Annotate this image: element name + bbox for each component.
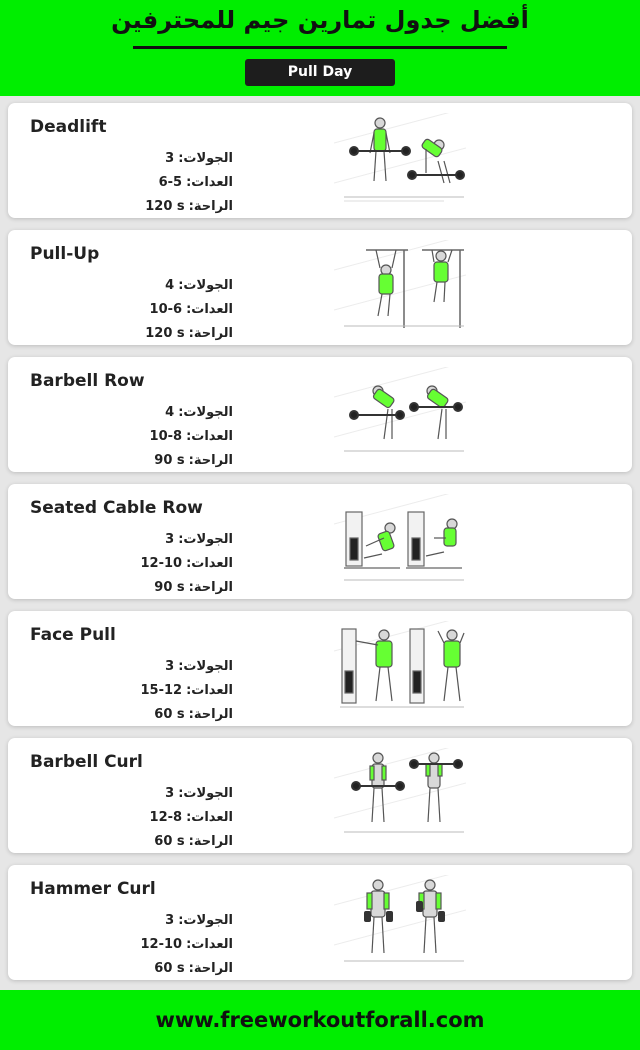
sets-value: 3 (165, 913, 175, 928)
reps-row (8, 552, 233, 576)
rest-row (8, 576, 233, 600)
exercise-card (8, 357, 632, 472)
sets-label: الجولات: (178, 786, 233, 801)
face-pull-illustration (334, 621, 466, 717)
exercise-stats (8, 274, 233, 346)
sets-row (8, 655, 233, 679)
rest-label: الراحة: (188, 326, 233, 341)
rest-value: 60 s (154, 707, 185, 722)
reps-row (8, 806, 233, 830)
sets-row (8, 147, 233, 171)
exercise-card (8, 103, 632, 218)
sets-label: الجولات: (178, 913, 233, 928)
rest-label: الراحة: (188, 961, 233, 976)
exercise-stats (8, 147, 233, 219)
reps-label: العدات: (186, 810, 233, 825)
reps-value: 15-12 (140, 683, 183, 698)
sets-value: 4 (165, 278, 175, 293)
reps-value: 6-5 (158, 175, 183, 190)
rest-value: 60 s (154, 834, 185, 849)
reps-row (8, 679, 233, 703)
exercise-name: Deadlift (30, 117, 107, 137)
day-badge: Pull Day (245, 59, 395, 86)
rest-label: الراحة: (188, 707, 233, 722)
reps-label: العدات: (186, 556, 233, 571)
exercise-stats (8, 782, 233, 854)
sets-row (8, 909, 233, 933)
seated-cable-row-illustration (334, 494, 466, 590)
footer-url[interactable]: www.freeworkoutforall.com (0, 990, 640, 1050)
reps-value: 10-6 (149, 302, 183, 317)
hammer-curl-illustration (334, 875, 466, 971)
sets-row (8, 274, 233, 298)
exercise-card (8, 738, 632, 853)
reps-label: العدات: (186, 429, 233, 444)
rest-label: الراحة: (188, 453, 233, 468)
exercise-card (8, 230, 632, 345)
reps-label: العدات: (186, 302, 233, 317)
sets-label: الجولات: (178, 659, 233, 674)
exercise-card (8, 865, 632, 980)
exercise-name: Barbell Row (30, 371, 145, 391)
reps-value: 12-10 (140, 937, 183, 952)
sets-row (8, 401, 233, 425)
exercise-stats (8, 528, 233, 600)
reps-value: 12-10 (140, 556, 183, 571)
barbell-row-illustration (334, 367, 466, 463)
barbell-curl-illustration (334, 748, 466, 844)
reps-row (8, 171, 233, 195)
rest-label: الراحة: (188, 834, 233, 849)
reps-value: 10-8 (149, 429, 183, 444)
rest-row (8, 449, 233, 473)
title-underline (133, 46, 507, 49)
reps-label: العدات: (186, 937, 233, 952)
sets-value: 4 (165, 405, 175, 420)
rest-row (8, 195, 233, 219)
exercise-stats (8, 401, 233, 473)
sets-row (8, 528, 233, 552)
rest-label: الراحة: (188, 199, 233, 214)
exercise-card (8, 484, 632, 599)
sets-value: 3 (165, 151, 175, 166)
deadlift-illustration (334, 113, 466, 209)
rest-row (8, 322, 233, 346)
sets-label: الجولات: (178, 278, 233, 293)
sets-label: الجولات: (178, 532, 233, 547)
rest-value: 120 s (145, 199, 185, 214)
exercise-card (8, 611, 632, 726)
sets-value: 3 (165, 532, 175, 547)
rest-row (8, 830, 233, 854)
sets-label: الجولات: (178, 405, 233, 420)
exercise-name: Pull-Up (30, 244, 100, 264)
sets-value: 3 (165, 786, 175, 801)
reps-row (8, 298, 233, 322)
exercise-name: Face Pull (30, 625, 116, 645)
sets-row (8, 782, 233, 806)
exercise-name: Barbell Curl (30, 752, 143, 772)
rest-row (8, 703, 233, 727)
sets-label: الجولات: (178, 151, 233, 166)
exercise-stats (8, 655, 233, 727)
reps-row (8, 933, 233, 957)
rest-value: 120 s (145, 326, 185, 341)
header (0, 0, 640, 96)
exercise-name: Seated Cable Row (30, 498, 203, 518)
reps-label: العدات: (186, 683, 233, 698)
exercise-stats (8, 909, 233, 981)
exercise-list (8, 103, 632, 992)
pull-up-illustration (334, 240, 466, 336)
page-title: أفضل جدول تمارين جيم للمحترفين (111, 6, 529, 34)
sets-value: 3 (165, 659, 175, 674)
rest-value: 90 s (154, 453, 185, 468)
rest-value: 60 s (154, 961, 185, 976)
rest-label: الراحة: (188, 580, 233, 595)
rest-row (8, 957, 233, 981)
rest-value: 90 s (154, 580, 185, 595)
reps-value: 12-8 (149, 810, 183, 825)
exercise-name: Hammer Curl (30, 879, 156, 899)
reps-label: العدات: (186, 175, 233, 190)
reps-row (8, 425, 233, 449)
